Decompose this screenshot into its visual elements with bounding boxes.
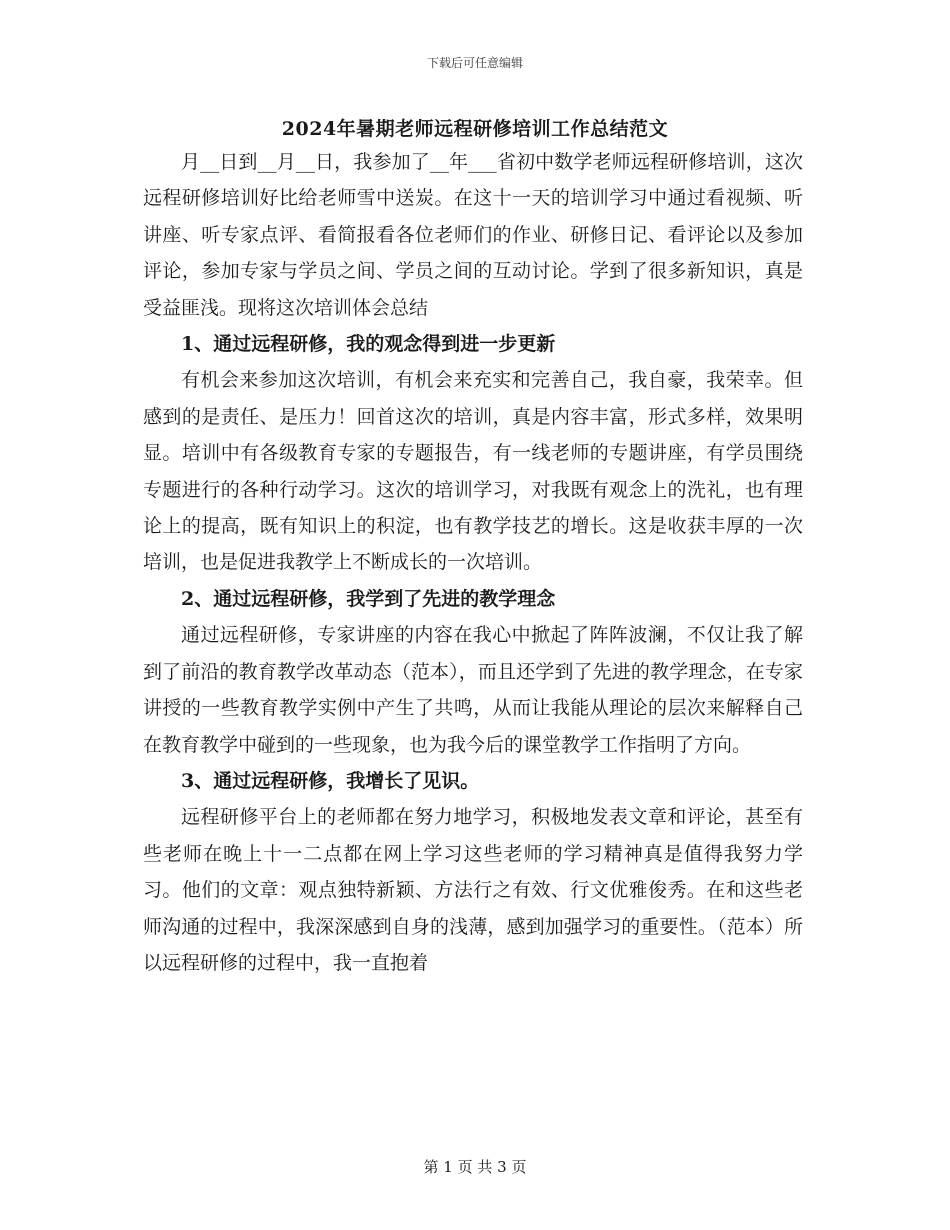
section-heading-1: 1、通过远程研修，我的观念得到进一步更新 [181, 333, 556, 356]
page-number-footer: 第 1 页 共 3 页 [423, 1158, 527, 1176]
intro-paragraph: 月__日到__月__日，我参加了__年___省初中数学老师远程研修培训，这次远程研修培训好比给老师雪中送炭。在这十一天的培训学习中通过看视频、听讲座、听专家点评、看简报看各位老师们的作业、研修日记、看评论以及参加评论，参加专家与学员之间、学员之间的互动讨论。学到了很多新知识，真是受益匪浅。现将这次培训体会总结 [143, 151, 803, 319]
section-paragraph-3: 远程研修平台上的老师都在努力地学习，积极地发表文章和评论，甚至有些老师在晚上十一二点都在网上学习这些老师的学习精神真是值得我努力学习。他们的文章：观点独特新颖、方法行之有效、行文优雅俊秀。在和这些老师沟通的过程中，我深深感到自身的浅薄，感到加强学习的重要性。（范本）所以远程研修的过程中，我一直抱着 [143, 806, 803, 974]
section-heading-3: 3、通过远程研修，我增长了见识。 [181, 769, 480, 792]
document-body [143, 144, 803, 981]
document-title: 2024年暑期老师远程研修培训工作总结范文 [281, 118, 669, 140]
section-heading-2: 2、通过远程研修，我学到了先进的教学理念 [181, 587, 556, 610]
section-paragraph-1: 有机会来参加这次培训，有机会来充实和完善自己，我自豪，我荣幸。但感到的是责任、是压力！回首这次的培训，真是内容丰富，形式多样，效果明显。培训中有各级教育专家的专题报告，有一线老师的专题讲座，有学员围绕专题进行的各种行动学习。这次的培训学习，对我既有观念上的洗礼，也有理论上的提高，既有知识上的积淀，也有教学技艺的增长。这是收获丰厚的一次培训，也是促进我教学上不断成长的一次培训。 [143, 369, 803, 574]
section-paragraph-2: 通过远程研修，专家讲座的内容在我心中掀起了阵阵波澜，不仅让我了解到了前沿的教育教学改革动态（范本），而且还学到了先进的教学理念，在专家讲授的一些教育教学实例中产生了共鸣，从而让我能从理论的层次来解释自己在教育教学中碰到的一些现象，也为我今后的课堂教学工作指明了方向。 [143, 624, 803, 756]
page-header-note: 下载后可任意编辑 [426, 56, 523, 70]
